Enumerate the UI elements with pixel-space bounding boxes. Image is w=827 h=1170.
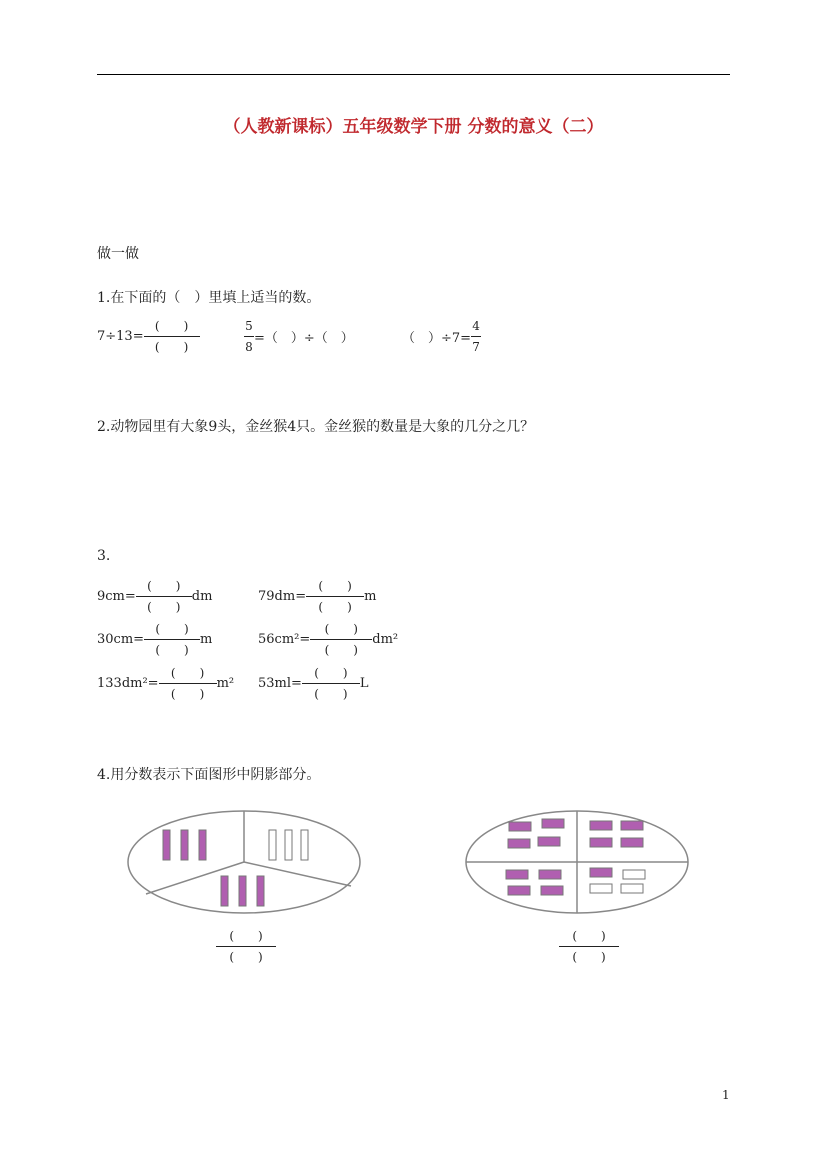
q4-right-num-blank[interactable]: ( ) (572, 929, 606, 943)
fraction-bar (136, 596, 192, 597)
q1-item-b (244, 318, 354, 355)
q1-c-num: 4 (472, 319, 480, 333)
q1-a-lhs: 7÷13= (97, 329, 144, 344)
q3-num-blank[interactable]: ( ) (314, 666, 348, 680)
q3-num-blank[interactable]: ( ) (147, 579, 181, 593)
q4-answer-left (216, 928, 276, 965)
q1-a-num-blank[interactable]: ( ) (154, 319, 189, 333)
header-rule (97, 74, 730, 75)
q3-lhs: 30cm= (97, 632, 145, 647)
q1-a-fraction (144, 318, 200, 355)
q3-fraction (306, 578, 364, 615)
q3-unit: L (359, 676, 369, 691)
fraction-bar (471, 336, 481, 337)
fraction-bar (302, 683, 360, 684)
section-heading: 做一做 (97, 246, 139, 262)
q3-fraction (159, 665, 217, 702)
fraction-bar (216, 946, 276, 947)
q3-num-blank[interactable]: ( ) (324, 622, 358, 636)
q3-lhs: 56cm²= (258, 632, 311, 647)
q3-lhs: 9cm= (97, 589, 136, 604)
q3-unit: m (200, 632, 213, 647)
fraction-bar (559, 946, 619, 947)
q3-den-blank[interactable]: ( ) (314, 687, 348, 701)
q4-answer-right (559, 928, 619, 965)
q3-item-3 (97, 621, 212, 658)
q3-item-6 (258, 665, 369, 702)
fraction-bar (159, 683, 217, 684)
q3-num-blank[interactable]: ( ) (318, 579, 352, 593)
page-number: 1 (722, 1088, 730, 1102)
q1-c-lhs: （ ）÷7= (402, 331, 472, 346)
q3-unit: dm² (372, 632, 399, 647)
q3-item-1 (97, 578, 212, 615)
question-1: 1.在下面的（ ）里填上适当的数。 (97, 290, 321, 306)
q1-b-fraction (244, 318, 254, 355)
q4-right-den-blank[interactable]: ( ) (572, 950, 606, 964)
q3-den-blank[interactable]: ( ) (324, 643, 358, 657)
fraction-bar (144, 639, 200, 640)
fraction-bar (144, 336, 200, 337)
q1-item-c (402, 318, 481, 355)
fraction-bar (310, 639, 372, 640)
q3-unit: m (364, 589, 377, 604)
q4-left-num-blank[interactable]: ( ) (229, 929, 263, 943)
q3-lhs: 53ml= (258, 676, 302, 691)
page-title: （人教新课标）五年级数学下册 分数的意义（二） (223, 117, 604, 137)
q3-item-2 (258, 578, 376, 615)
q1-item-a (97, 318, 200, 355)
q3-lhs: 133dm²= (97, 676, 159, 691)
q3-item-5 (97, 665, 234, 702)
q3-den-blank[interactable]: ( ) (155, 643, 189, 657)
fraction-bar (306, 596, 364, 597)
q3-num-blank[interactable]: ( ) (155, 622, 189, 636)
fraction-bar (244, 336, 254, 337)
q3-num-blank[interactable]: ( ) (170, 666, 205, 680)
q3-fraction (144, 621, 200, 658)
q3-fraction (302, 665, 360, 702)
q3-unit: dm (191, 589, 213, 604)
q3-fraction (310, 621, 372, 658)
q1-c-den: 7 (472, 340, 480, 354)
q3-unit: m² (216, 676, 235, 691)
oval-figure-thirds (125, 808, 363, 916)
question-2: 2.动物园里有大象9头，金丝猴4只。金丝猴的数量是大象的几分之几？ (97, 419, 535, 435)
q3-fraction (136, 578, 192, 615)
q1-b-den: 8 (245, 340, 253, 354)
q3-den-blank[interactable]: ( ) (318, 600, 352, 614)
question-4: 4.用分数表示下面图形中阴影部分。 (97, 767, 321, 783)
q3-den-blank[interactable]: ( ) (147, 600, 181, 614)
q1-c-fraction (471, 318, 481, 355)
oval-figure-quarters (463, 808, 691, 916)
q4-left-den-blank[interactable]: ( ) (229, 950, 263, 964)
question-3: 3. (97, 548, 111, 564)
q3-den-blank[interactable]: ( ) (170, 687, 205, 701)
q3-item-4 (258, 621, 398, 658)
q1-b-rhs: =（ ）÷（ ） (254, 331, 354, 346)
q3-lhs: 79dm= (258, 589, 307, 604)
q1-b-num: 5 (245, 319, 253, 333)
q1-a-den-blank[interactable]: ( ) (154, 340, 189, 354)
